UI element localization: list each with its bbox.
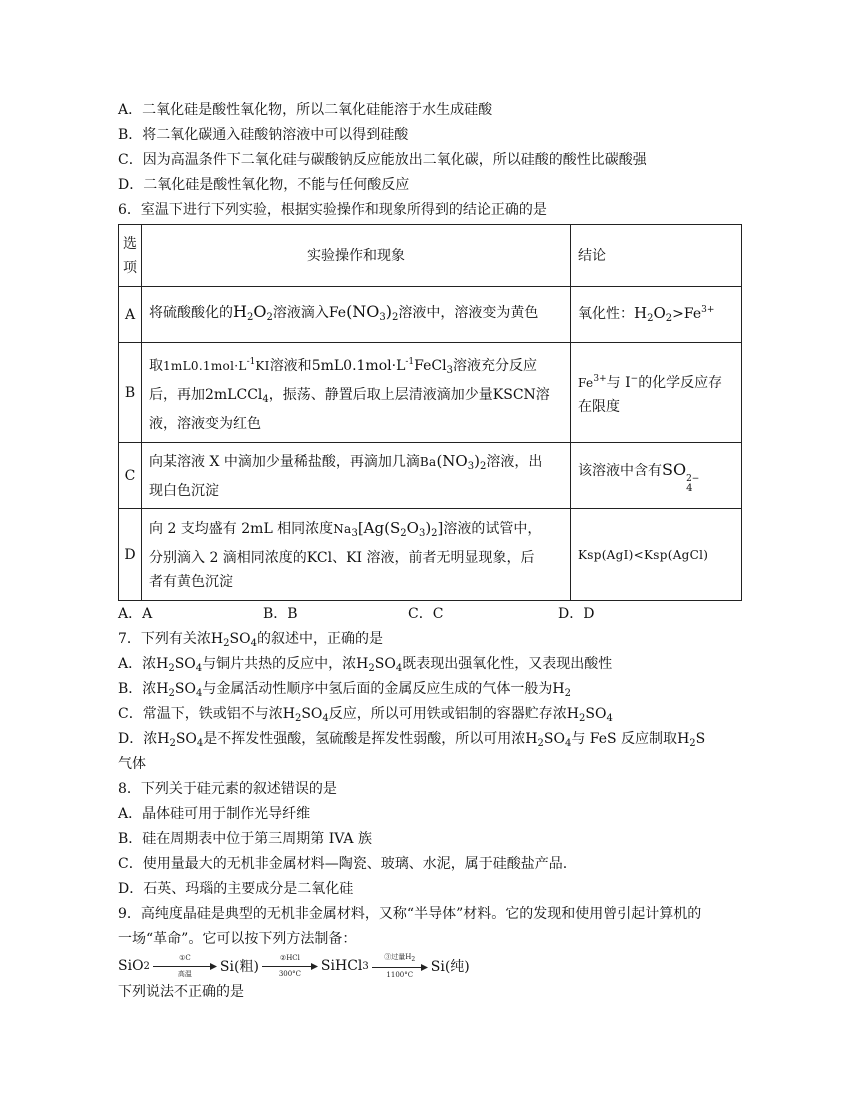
subscript: 4 xyxy=(606,713,613,724)
text: 将硫酸酸化的 xyxy=(149,304,233,321)
text: 的叙述中，正确的是 xyxy=(256,631,383,647)
formula: H xyxy=(210,631,224,647)
row-operation xyxy=(142,343,571,443)
formula: H xyxy=(566,706,579,722)
q5-option-b: B．将二氧化碳通入硅酸钠溶液中可以得到硅酸 xyxy=(118,127,409,143)
superscript: 3+ xyxy=(701,305,715,315)
row-option: A xyxy=(119,287,142,343)
subscript: 4 xyxy=(322,713,329,724)
concl-line xyxy=(578,367,734,395)
subscript: 2 xyxy=(400,527,407,539)
ion-charge xyxy=(686,475,699,493)
formula: ] xyxy=(437,518,444,537)
op-line xyxy=(149,449,563,479)
text: 溶液充分反应 xyxy=(452,357,537,374)
text: 与 FeS 反应制取 xyxy=(571,731,678,747)
experiment-table xyxy=(118,224,742,601)
q7-option-d-continued: 气体 xyxy=(118,756,146,772)
subscript: 2 xyxy=(168,663,175,674)
formula: Fe xyxy=(578,375,594,390)
formula: ) xyxy=(474,451,480,470)
formula: KI xyxy=(255,358,270,373)
arrow-condition-top xyxy=(384,953,415,964)
subscript: 4 xyxy=(564,738,572,749)
q8-option-c: C．使用量最大的无机非金属材料—陶瓷、玻璃、水泥，属于硅酸盐产品. xyxy=(118,856,568,872)
q9-question: 下列说法不正确的是 xyxy=(118,984,244,1000)
superscript: − xyxy=(630,373,639,384)
op-line xyxy=(149,516,563,546)
formula: [Ag(S xyxy=(357,518,401,537)
text: ③过量H xyxy=(384,952,412,961)
formula: S xyxy=(695,731,706,747)
q8-option-d: D．石英、玛瑙的主要成分是二氧化硅 xyxy=(118,881,354,897)
flow-intermediate: Si(粗) xyxy=(219,959,259,975)
preparation-flow xyxy=(118,952,748,980)
formula: H xyxy=(282,706,295,722)
subscript: 3 xyxy=(418,527,426,539)
text: 取 xyxy=(149,357,163,374)
row-conclusion: Ksp(AgI)<Ksp(AgCl) xyxy=(571,509,742,601)
formula: H xyxy=(677,731,690,747)
arrow-icon xyxy=(372,964,428,971)
text: 与 I xyxy=(606,374,631,391)
q7-stem xyxy=(118,627,748,652)
row-option: D xyxy=(119,509,142,601)
formula: H xyxy=(157,731,170,747)
text: 的化学反应存 xyxy=(638,374,723,391)
formula: SO xyxy=(585,706,607,722)
row-operation xyxy=(142,443,571,509)
subscript: 2 xyxy=(431,527,438,539)
table-row xyxy=(119,443,742,509)
flow-arrow-step2 xyxy=(262,954,318,979)
formula: H xyxy=(233,301,247,321)
table-row xyxy=(119,509,742,601)
text: 溶液，出 xyxy=(486,453,543,470)
row-option: C xyxy=(119,443,142,509)
subscript: 2 xyxy=(246,311,254,323)
formula: Na xyxy=(333,521,352,536)
subscript: 3 xyxy=(362,960,369,972)
formula: 5mL0.1mol·L xyxy=(311,357,406,374)
formula: O xyxy=(253,301,267,321)
subscript: 3 xyxy=(379,311,386,323)
row-conclusion xyxy=(571,343,742,443)
subscript: 4 xyxy=(262,393,269,405)
formula: FeCl xyxy=(414,357,447,374)
row-conclusion xyxy=(571,443,742,509)
flow-start: SiO xyxy=(118,958,144,974)
subscript: 2 xyxy=(537,738,544,749)
text: 该溶液中含有 xyxy=(578,463,662,479)
q8-option-b: B．硅在周期表中位于第三周期第 IVA 族 xyxy=(118,831,372,847)
subscript: 2 xyxy=(578,713,586,724)
text: 与铜片共热的反应中，浓 xyxy=(202,656,357,672)
superscript: -1 xyxy=(405,356,415,367)
text: 溶液滴入 xyxy=(272,304,329,321)
q5-option-d: D．二氧化硅是酸性氧化物，不能与任何酸反应 xyxy=(118,177,410,193)
subscript: 2 xyxy=(689,738,696,749)
subscript: 4 xyxy=(250,638,257,649)
flow-end: Si(纯) xyxy=(430,959,470,975)
formula: SO xyxy=(662,460,687,479)
arrow-icon xyxy=(153,963,217,970)
text: 后，再加 xyxy=(149,386,205,403)
op-line: 现白色沉淀 xyxy=(149,482,219,499)
concl-line: 在限度 xyxy=(578,398,620,415)
table-header-row xyxy=(119,225,742,287)
flow-arrow-step3 xyxy=(372,953,428,980)
text: 溶液的试管中， xyxy=(443,520,542,537)
q7-option-c xyxy=(118,702,748,727)
text: 氧化性： xyxy=(578,306,634,322)
q7-option-d xyxy=(118,727,748,752)
arrow-condition-top: ②HCl xyxy=(279,953,300,962)
subscript: 2 xyxy=(223,638,230,649)
subscript: 2 xyxy=(647,313,654,324)
q9-stem-line1: 9．高纯度晶硅是典型的无机非金属材料，又称“半导体”材料。它的发现和使用曾引起计算机的 xyxy=(118,906,702,922)
subscript: 3 xyxy=(351,527,358,539)
formula: SO xyxy=(174,681,196,697)
q7-option-a xyxy=(118,652,748,677)
q8-stem: 8．下列关于硅元素的叙述错误的是 xyxy=(118,781,337,797)
text: 7．下列有关浓 xyxy=(118,631,211,647)
formula: H xyxy=(156,656,169,672)
text: A．浓 xyxy=(118,656,157,672)
text: 溶液中，溶液变为黄色 xyxy=(398,304,539,321)
subscript: 2 xyxy=(168,688,175,699)
formula: >Fe xyxy=(672,306,702,322)
choice-a[interactable]: A．A xyxy=(118,606,153,622)
subscript: 3 xyxy=(467,460,475,472)
flow-intermediate: SiHCl xyxy=(320,958,363,974)
subscript: 2 xyxy=(411,955,416,963)
formula: H xyxy=(552,681,565,697)
superscript: -1 xyxy=(246,356,256,367)
formula: Ba xyxy=(419,454,437,469)
arrow-condition-bottom: 300°C xyxy=(278,969,302,978)
op-line xyxy=(149,383,563,412)
subscript: 2 xyxy=(143,960,150,972)
q5-option-a: A．二氧化硅是酸性氧化物，所以二氧化硅能溶于水生成硅酸 xyxy=(118,102,493,118)
superscript: 3+ xyxy=(593,373,607,384)
subscript: 2 xyxy=(665,313,673,324)
formula: SO xyxy=(301,706,323,722)
q5-option-c: C．因为高温条件下二氧化硅与碳酸钠反应能放出二氧化碳，所以硅酸的酸性比碳酸强 xyxy=(118,152,647,168)
choice-b[interactable]: B．B xyxy=(263,606,298,622)
q8-option-a: A．晶体硅可用于制作光导纤维 xyxy=(118,806,311,822)
arrow-icon xyxy=(262,963,318,970)
choice-d[interactable]: D．D xyxy=(558,606,595,622)
q6-choices xyxy=(118,602,748,627)
row-conclusion xyxy=(571,287,742,343)
subscript: 2 xyxy=(564,688,571,699)
op-line: 液，溶液变为红色 xyxy=(149,415,261,432)
header-conclusion: 结论 xyxy=(571,225,742,287)
text: 是不挥发性强酸，氢硫酸是挥发性弱酸，所以可用浓 xyxy=(203,731,526,747)
formula: H xyxy=(356,656,369,672)
question-page xyxy=(118,98,748,1005)
op-line: 者有黄色沉淀 xyxy=(149,573,233,590)
formula: 1mL0.1mol·L xyxy=(163,358,247,373)
row-operation xyxy=(142,287,571,343)
op-line: 分别滴入 2 滴相同浓度的KCl、KI 溶液，前者无明显现象，后 xyxy=(149,549,535,566)
subscript: 4 xyxy=(195,663,203,674)
formula: SO xyxy=(543,731,565,747)
flow-arrow-step1 xyxy=(153,954,217,979)
op-line xyxy=(149,350,563,383)
text: C．常温下，铁或铝不与浓 xyxy=(118,706,283,722)
subscript: 4 xyxy=(395,663,403,674)
formula: (NO xyxy=(436,451,468,470)
text: 向某溶液 X 中滴加少量稀盐酸，再滴加几滴 xyxy=(149,453,420,470)
table-row xyxy=(119,287,742,343)
arrow-condition-bottom: 1100°C xyxy=(386,970,414,979)
header-option xyxy=(119,225,142,287)
q6-stem: 6．室温下进行下列实验，根据实验操作和现象所得到的结论正确的是 xyxy=(118,202,547,218)
subscript: 2 xyxy=(479,460,487,472)
subscript: 4 xyxy=(195,688,203,699)
text: 既表现出强氧化性，又表现出酸性 xyxy=(402,656,613,672)
formula: H xyxy=(156,681,169,697)
text: D．浓 xyxy=(118,731,158,747)
formula: SO xyxy=(374,656,396,672)
formula: O xyxy=(653,304,666,322)
arrow-condition-bottom: 高温 xyxy=(177,969,192,978)
formula: 2mLCCl xyxy=(205,386,263,403)
subscript: 2 xyxy=(392,311,399,323)
choice-c[interactable]: C．C xyxy=(408,606,444,622)
header-option-line2: 项 xyxy=(123,259,137,276)
text: ，振荡、静置后取上层清液滴加少量KSCN溶 xyxy=(268,386,550,403)
q9-stem-line2: 一场“革命”。它可以按下列方法制备： xyxy=(118,931,357,947)
superscript: 2− xyxy=(686,474,700,484)
formula: ) xyxy=(425,518,432,537)
subscript: 2 xyxy=(169,738,176,749)
formula: H xyxy=(634,304,648,322)
formula: SO xyxy=(174,656,196,672)
subscript: 3 xyxy=(446,364,453,376)
row-option: B xyxy=(119,343,142,443)
q7-option-b xyxy=(118,677,748,702)
formula: H xyxy=(525,731,538,747)
row-operation xyxy=(142,509,571,601)
text: B．浓 xyxy=(118,681,157,697)
formula: ) xyxy=(385,301,393,321)
subscript: 4 xyxy=(196,738,204,749)
subscript: 2 xyxy=(266,311,273,323)
subscript: 4 xyxy=(686,483,693,494)
text: 向 2 支均盛有 2mL 相同浓度 xyxy=(149,520,334,537)
table-row xyxy=(119,343,742,443)
formula: Fe xyxy=(328,304,347,321)
arrow-condition-top: ①C xyxy=(179,953,191,962)
formula: (NO xyxy=(346,301,380,321)
text: 溶液和 xyxy=(269,357,312,374)
header-option-line1: 选 xyxy=(123,235,137,252)
text: 与金属活动性顺序中氢后面的金属反应生成的气体一般为 xyxy=(202,681,553,697)
formula: SO xyxy=(229,631,251,647)
formula: O xyxy=(406,518,419,537)
subscript: 2 xyxy=(368,663,375,674)
header-operation: 实验操作和现象 xyxy=(142,225,571,287)
text: 反应，所以可用铁或铝制的容器贮存浓 xyxy=(328,706,567,722)
formula: SO xyxy=(175,731,197,747)
subscript: 2 xyxy=(294,713,302,724)
